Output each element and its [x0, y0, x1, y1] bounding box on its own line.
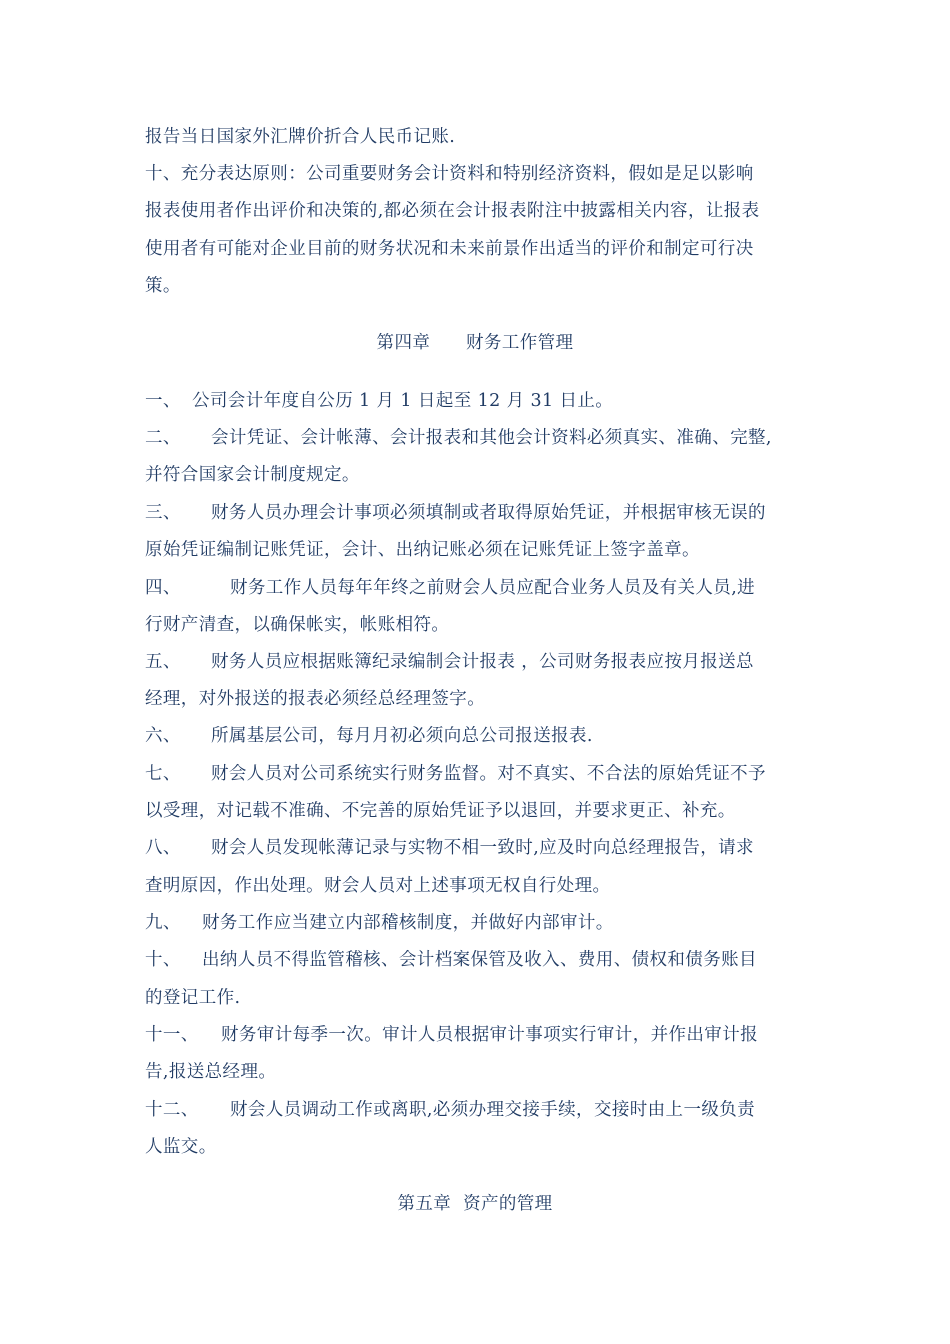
item-text: 财务人员办理会计事项必须填制或者取得原始凭证，并根据审核无误的 [211, 503, 766, 523]
list-item [145, 912, 810, 934]
item-number: 十二、 [145, 1100, 199, 1120]
item-text: 出纳人员不得监管稽核、会计档案保管及收入、费用、债权和债务账目 [202, 950, 757, 970]
item-continuation: 的登记工作. [145, 988, 241, 1008]
item-text: 财务工作应当建立内部稽核制度，并做好内部审计。 [202, 913, 614, 933]
item-text: 财务审计每季一次。审计人员根据审计事项实行审计，并作出审计报 [221, 1025, 758, 1045]
list-item [145, 725, 810, 747]
item-number: 十一、 [145, 1025, 199, 1045]
item-text: 财务工作人员每年年终之前财会人员应配合业务人员及有关人员,进 [230, 578, 756, 598]
list-item [145, 577, 810, 599]
item-continuation: 原始凭证编制记账凭证，会计、出纳记账必须在记账凭证上签字盖章。 [145, 540, 700, 560]
chapter-heading: 第四章 财务工作管理 [376, 333, 574, 353]
item-number: 八、 [145, 838, 181, 858]
item-number: 五、 [145, 652, 181, 672]
list-item [145, 1024, 810, 1046]
paragraph-line: 十、充分表达原则：公司重要财务会计资料和特别经济资料，假如是足以影响 [145, 164, 754, 184]
item-text: 财会人员调动工作或离职,必须办理交接手续，交接时由上一级负责 [230, 1100, 756, 1120]
item-continuation: 行财产清查，以确保帐实，帐账相符。 [145, 615, 450, 635]
item-text: 会计凭证、会计帐薄、会计报表和其他会计资料必须真实、准确、完整, [211, 428, 772, 448]
item-continuation: 并符合国家会计制度规定。 [145, 465, 360, 485]
paragraph-line: 策。 [145, 276, 181, 296]
paragraph-line: 报告当日国家外汇牌价折合人民币记账. [145, 127, 456, 147]
list-item [145, 427, 810, 449]
item-text: 财务人员应根据账簿纪录编制会计报表 ，公司财务报表应按月报送总 [211, 652, 754, 672]
paragraph-line: 报表使用者作出评价和决策的,都必须在会计报表附注中披露相关内容，让报表 [145, 201, 760, 221]
list-item [145, 1099, 810, 1121]
item-text: 财会人员发现帐薄记录与实物不相一致时,应及时向总经理报告，请求 [211, 838, 754, 858]
list-item [145, 949, 810, 971]
list-item [145, 502, 810, 524]
chapter-heading: 第五章 资产的管理 [397, 1194, 553, 1214]
paragraph-line: 使用者有可能对企业目前的财务状况和未来前景作出适当的评价和制定可行决 [145, 239, 754, 259]
item-number: 九、 [145, 913, 181, 933]
item-text: 财会人员对公司系统实行财务监督。对不真实、不合法的原始凭证不予 [211, 764, 766, 784]
list-item [145, 763, 810, 785]
item-number: 四、 [145, 578, 181, 598]
list-item [145, 837, 810, 859]
item-number: 三、 [145, 503, 181, 523]
item-number: 六、 [145, 726, 181, 746]
item-number: 一、 [145, 391, 181, 411]
list-item [145, 651, 810, 673]
list-item [145, 390, 810, 412]
item-continuation: 经理，对外报送的报表必须经总经理签字。 [145, 689, 486, 709]
item-number: 二、 [145, 428, 181, 448]
item-continuation: 人监交。 [145, 1137, 217, 1157]
item-continuation: 告,报送总经理。 [145, 1062, 277, 1082]
item-text: 公司会计年度自公历 1 月 1 日起至 12 月 31 日止。 [192, 391, 614, 411]
item-continuation: 查明原因，作出处理。财会人员对上述事项无权自行处理。 [145, 876, 611, 896]
item-continuation: 以受理，对记载不准确、不完善的原始凭证予以退回，并要求更正、补充。 [145, 801, 736, 821]
item-text: 所属基层公司，每月月初必须向总公司报送报表. [211, 726, 593, 746]
item-number: 十、 [145, 950, 181, 970]
item-number: 七、 [145, 764, 181, 784]
